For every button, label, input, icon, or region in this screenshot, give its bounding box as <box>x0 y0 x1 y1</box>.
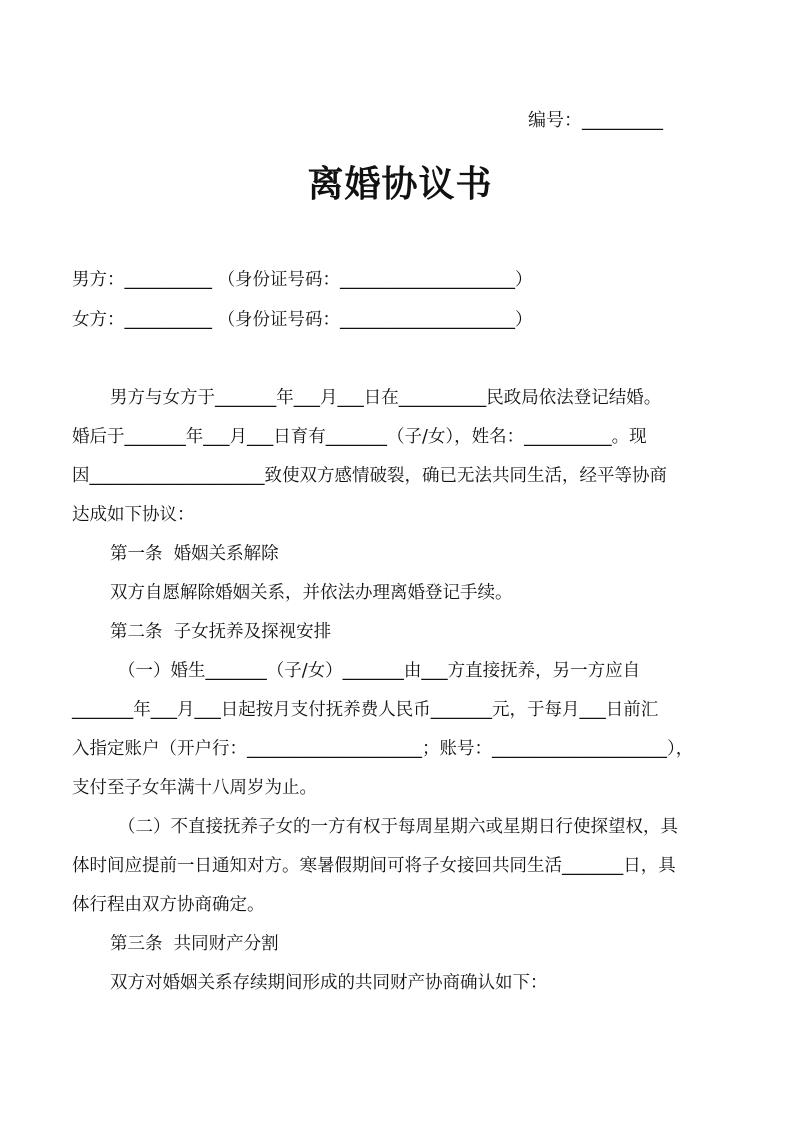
article2-item1-line-2: _______年___月___日起按月支付抚养费人民币_______元，于每月___日前汇 <box>72 700 659 720</box>
intro-line-3: 因____________________致使双方感情破裂，确已无法共同生活，经平等协商 <box>72 466 667 486</box>
document-title: 离婚协议书 <box>307 164 493 205</box>
intro-line-4: 达成如下协议： <box>72 505 195 525</box>
article1-body: 双方自愿解除婚姻关系，并依法办理离婚登记手续。 <box>110 583 513 603</box>
male-party-line: 男方：__________ （身份证号码：____________________） <box>72 270 533 290</box>
article3-body: 双方对婚姻关系存续期间形成的共同财产协商确认如下： <box>110 973 548 993</box>
document-number: 编号：_________ <box>528 110 663 131</box>
article2-item2-line-2: 体时间应提前一日通知对方。寒暑假期间可将子女接回共同生活_______日，具 <box>72 856 676 876</box>
female-party-line: 女方：__________ （身份证号码：____________________） <box>72 310 533 330</box>
article2-item1-line-4: 支付至子女年满十八周岁为止。 <box>72 778 317 798</box>
intro-line-2: 婚后于_______年___月___日育有_______（子/女），姓名：__________。现 <box>72 427 647 447</box>
article2-item2-line-1: （二）不直接抚养子女的一方有权于每周星期六或星期日行使探望权，具 <box>118 817 678 837</box>
article2-item2-line-3: 体行程由双方协商确定。 <box>72 895 265 915</box>
article2-heading: 第二条 子女抚养及探视安排 <box>110 622 332 642</box>
article3-heading: 第三条 共同财产分割 <box>110 934 279 954</box>
article2-item1-line-3: 入指定账户（开户行：____________________；账号：____________________）， <box>72 739 694 759</box>
article2-item1-line-1: （一）婚生_______（子/女）_______由___方直接抚养，另一方应自 <box>118 661 641 681</box>
article1-heading: 第一条 婚姻关系解除 <box>110 544 279 564</box>
intro-line-1: 男方与女方于_______年___月___日在__________民政局依法登记结婚。 <box>110 388 662 408</box>
